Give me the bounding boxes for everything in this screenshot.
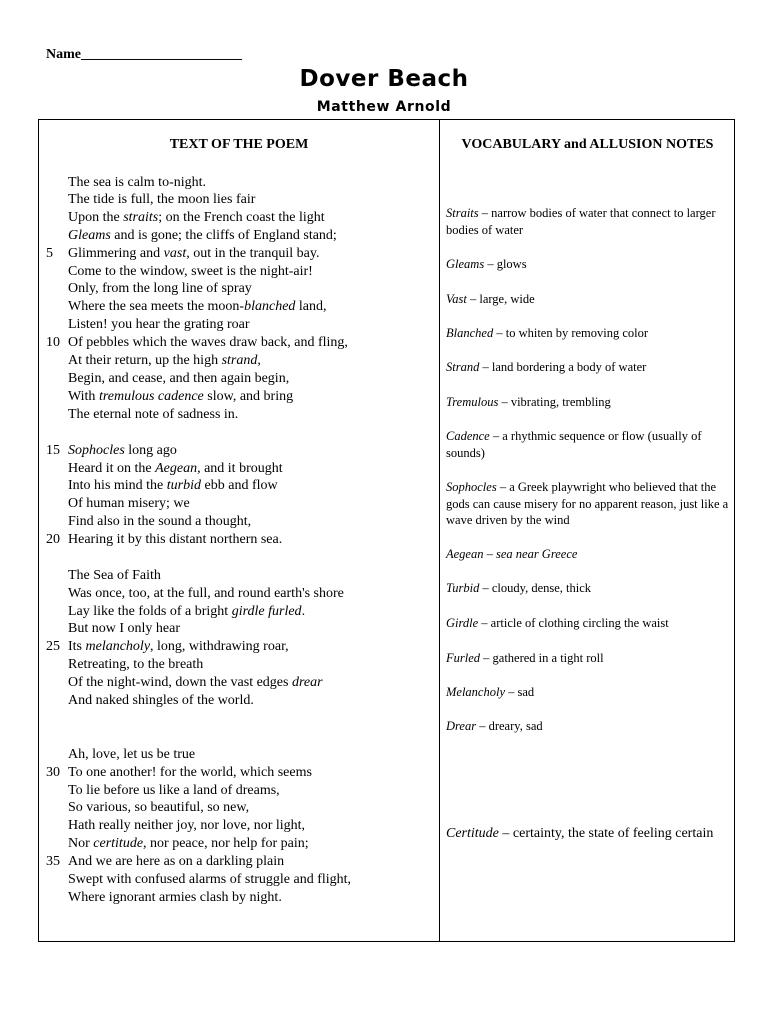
poem-line (68, 567, 161, 584)
poem-line (68, 352, 261, 369)
poem-line (68, 835, 309, 852)
vocabulary-definition: – land bordering a body of water (479, 360, 647, 374)
poem-line (68, 406, 238, 423)
column-divider (439, 119, 440, 942)
poem-line (68, 460, 283, 477)
poem-line-italic-term: melancholy (85, 639, 151, 654)
vocabulary-definition: – dreary, sad (476, 719, 543, 733)
poem-line (68, 585, 344, 602)
poem-line (68, 638, 289, 655)
vocabulary-definition: – sad (505, 685, 535, 699)
vocabulary-note (446, 325, 734, 342)
poem-line-italic-term: certitude (93, 836, 144, 851)
poem-line-italic-term: straits (123, 210, 159, 225)
poem-line-text: , long, withdrawing roar, (150, 639, 289, 654)
poem-line (68, 388, 293, 405)
poem-line-italic-term: turbid (166, 478, 202, 493)
poem-line-number: 30 (46, 765, 60, 780)
vocabulary-term: Sophocles (446, 480, 497, 494)
poem-line-text: And naked shingles of the world. (68, 693, 254, 708)
poem-line (68, 692, 254, 709)
vocabulary-definition: – large, wide (466, 292, 535, 306)
poem-line (68, 782, 280, 799)
poem-line-number: 35 (46, 854, 60, 869)
poem-line-text: Only, from the long line of spray (68, 281, 252, 296)
poem-line (68, 513, 251, 530)
poem-line-italic-term: strand (221, 353, 258, 368)
vocabulary-term: Certitude (446, 826, 499, 841)
vocabulary-note (446, 256, 734, 273)
vocabulary-term: Blanched (446, 326, 494, 340)
poem-line (68, 817, 305, 834)
poem-line (68, 477, 278, 494)
vocabulary-note (446, 394, 734, 411)
poem-line (68, 656, 203, 673)
poem-line-text: But now I only hear (68, 621, 180, 636)
poem-line-text: Find also in the sound a thought, (68, 514, 252, 529)
poem-line-text: Listen! you hear the grating roar (68, 317, 250, 332)
poem-line (68, 889, 282, 906)
vocabulary-note (446, 428, 734, 461)
poem-line-text: Glimmering and (68, 246, 164, 261)
vocabulary-term: Gleams (446, 257, 485, 271)
poem-line-text: And we are here as on a darkling plain (68, 854, 285, 869)
vocabulary-term: Melancholy (446, 685, 506, 699)
poem-line-text: ebb and flow (201, 478, 278, 493)
poem-line-text: , and it brought (197, 461, 283, 476)
poem-line-text: Upon the (68, 210, 124, 225)
poem-line-text: Where the sea meets the moon- (68, 299, 245, 314)
poem-line-text: With (68, 389, 99, 404)
poem-line-number: 25 (46, 639, 60, 654)
poem-line-text: Heard it on the (68, 461, 156, 476)
poem-line (68, 245, 319, 262)
poem-line-text: At their return, up the high (68, 353, 222, 368)
poem-line-text: Of the night-wind, down the vast edges (68, 675, 292, 690)
poem-line (68, 674, 323, 691)
poem-line (68, 334, 348, 351)
poem-line (68, 764, 312, 781)
poem-line-text: Hearing it by this distant northern sea. (68, 532, 283, 547)
poem-line-text: The tide is full, the moon lies fair (68, 192, 256, 207)
vocabulary-note (446, 650, 734, 667)
poem-line-text: Retreating, to the breath (68, 657, 204, 672)
document-author: Matthew Arnold (316, 99, 452, 115)
vocabulary-note (446, 205, 734, 238)
poem-line-italic-term: girdle furled (231, 604, 302, 619)
poem-line (68, 620, 180, 637)
poem-line (68, 495, 190, 512)
vocabulary-note (446, 825, 734, 843)
vocabulary-term: Straits (446, 206, 479, 220)
poem-line-italic-term: Aegean (155, 461, 198, 476)
poem-line-text: slow, and bring (203, 389, 294, 404)
poem-line-text: Come to the window, sweet is the night-air! (68, 264, 313, 279)
vocabulary-definition: – narrow bodies of water that connect to larger bodies of water (446, 206, 716, 237)
poem-line-text: , out in the tranquil bay. (186, 246, 320, 261)
poem-line-text: The eternal note of sadness in. (68, 407, 239, 422)
poem-line-text: Into his mind the (68, 478, 167, 493)
vocabulary-note (446, 546, 734, 563)
poem-line-text: To lie before us like a land of dreams, (68, 783, 280, 798)
poem-line (68, 442, 177, 459)
poem-line-italic-term: blanched (244, 299, 296, 314)
poem-line-text: , (257, 353, 261, 368)
vocabulary-term: Cadence (446, 429, 490, 443)
vocabulary-term: Tremulous (446, 395, 499, 409)
vocabulary-term: Drear (446, 719, 477, 733)
vocabulary-note (446, 479, 734, 529)
poem-line (68, 191, 255, 208)
poem-line-text: Nor (68, 836, 94, 851)
name-field-label: Name_______________________ (46, 47, 242, 62)
poem-line-text: . (301, 604, 306, 619)
poem-line (68, 316, 250, 333)
poem-line (68, 799, 249, 816)
poem-line (68, 370, 289, 387)
poem-line-text: , nor peace, nor help for pain; (143, 836, 309, 851)
vocabulary-note (446, 291, 734, 308)
vocabulary-term: Aegean – sea near Greece (446, 547, 578, 561)
vocabulary-term: Strand (446, 360, 480, 374)
vocabulary-note (446, 359, 734, 376)
poem-line-text: Of pebbles which the waves draw back, and fling, (68, 335, 348, 350)
vocabulary-definition: – cloudy, dense, thick (479, 581, 592, 595)
poem-line (68, 298, 327, 315)
poem-line-text: Hath really neither joy, nor love, nor light, (68, 818, 306, 833)
poem-line-text: Begin, and cease, and then again begin, (68, 371, 290, 386)
poem-line (68, 280, 252, 297)
vocabulary-term: Furled (446, 651, 481, 665)
poem-line-text: land, (295, 299, 327, 314)
poem-line-number: 15 (46, 443, 60, 458)
poem-line-text: Where ignorant armies clash by night. (68, 890, 282, 905)
poem-line-text: ; on the French coast the light (158, 210, 325, 225)
vocabulary-definition: – to whiten by removing color (493, 326, 649, 340)
vocabulary-note (446, 718, 734, 735)
vocabulary-definition: – a Greek playwright who believed that the gods can cause misery for no apparent reason, just like a wave driven by the wind (446, 480, 729, 527)
poem-line (68, 227, 337, 244)
poem-line-text: To one another! for the world, which seems (68, 765, 312, 780)
poem-line-text: Its (68, 639, 86, 654)
vocabulary-term: Vast (446, 292, 467, 306)
poem-line-text: Of human misery; we (68, 496, 190, 511)
poem-line-text: So various, so beautiful, so new, (68, 800, 250, 815)
poem-line-text: The sea is calm to-night. (68, 175, 207, 190)
poem-line-text: Lay like the folds of a bright (68, 604, 232, 619)
poem-line-italic-term: Sophocles (68, 443, 125, 458)
vocabulary-definition: – vibrating, trembling (498, 395, 611, 409)
poem-line-text: long ago (124, 443, 177, 458)
vocabulary-definition: – a rhythmic sequence or flow (usually of sounds) (446, 429, 702, 460)
notes-column-heading: VOCABULARY and ALLUSION NOTES (461, 137, 714, 152)
vocabulary-note (446, 684, 734, 701)
poem-line (68, 746, 195, 763)
poem-line-italic-term: Gleams (68, 228, 111, 243)
poem-line (68, 209, 325, 226)
poem-line-number: 10 (46, 335, 60, 350)
vocabulary-definition: – certainty, the state of feeling certain (498, 826, 714, 841)
poem-line-text: Was once, too, at the full, and round earth's shore (68, 586, 344, 601)
poem-line-italic-term: drear (291, 675, 323, 690)
document-title: Dover Beach (299, 66, 469, 92)
vocabulary-definition: – gathered in a tight roll (480, 651, 604, 665)
vocabulary-definition: – article of clothing circling the waist (478, 616, 669, 630)
vocabulary-definition: – glows (484, 257, 527, 271)
poem-line-text: Swept with confused alarms of struggle and flight, (68, 872, 352, 887)
poem-line-italic-term: tremulous cadence (98, 389, 204, 404)
poem-line-text: and is gone; the cliffs of England stand; (110, 228, 337, 243)
poem-line-number: 20 (46, 532, 60, 547)
poem-line (68, 531, 282, 548)
poem-line-number: 5 (46, 246, 53, 261)
poem-line-text: Ah, love, let us be true (68, 747, 196, 762)
vocabulary-term: Turbid (446, 581, 480, 595)
vocabulary-term: Girdle (446, 616, 479, 630)
poem-line (68, 263, 313, 280)
poem-line (68, 603, 305, 620)
vocabulary-note (446, 580, 734, 597)
poem-line-italic-term: vast (163, 246, 187, 261)
poem-line (68, 174, 206, 191)
vocabulary-note (446, 615, 734, 632)
poem-column-heading: TEXT OF THE POEM (169, 137, 309, 152)
poem-line-text: The Sea of Faith (68, 568, 161, 583)
poem-line (68, 871, 351, 888)
poem-line (68, 853, 284, 870)
